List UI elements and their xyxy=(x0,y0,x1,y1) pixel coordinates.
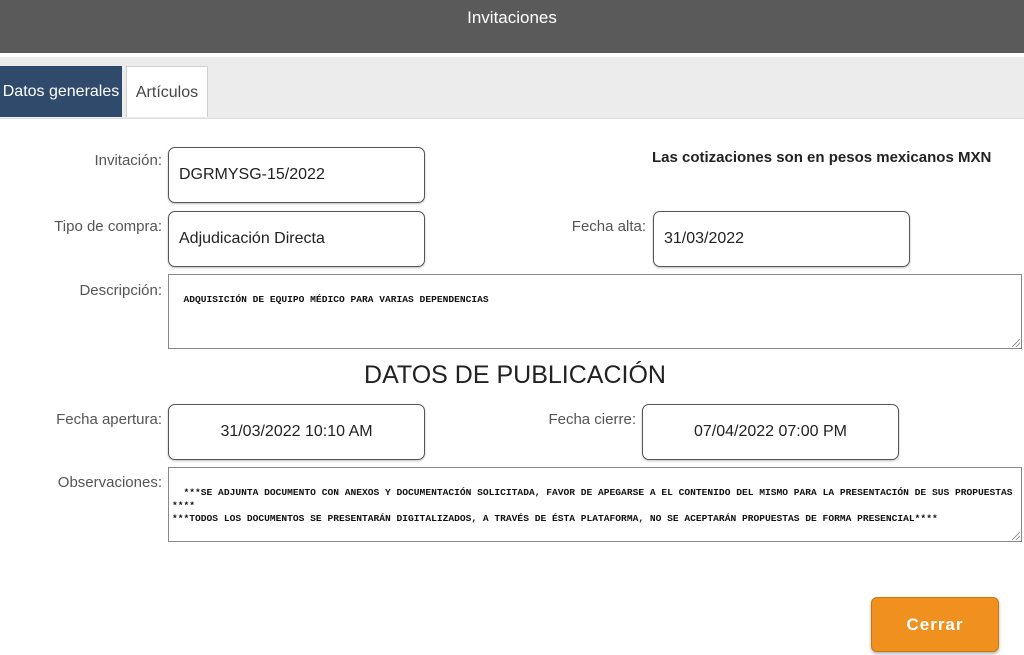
observaciones-textarea[interactable] xyxy=(168,467,1022,542)
tab-articulos[interactable]: Artículos xyxy=(126,66,208,117)
resize-grip-icon[interactable] xyxy=(1012,339,1020,347)
tipo-compra-field[interactable]: Adjudicación Directa xyxy=(168,211,425,267)
resize-grip-icon[interactable] xyxy=(1012,532,1020,540)
cerrar-button[interactable]: Cerrar xyxy=(871,597,999,652)
descripcion-label: Descripción: xyxy=(79,282,162,299)
fecha-apertura-field[interactable]: 31/03/2022 10:10 AM xyxy=(168,404,425,460)
currency-note: Las cotizaciones son en pesos mexicanos MXN xyxy=(652,149,992,166)
section-title: DATOS DE PUBLICACIÓN xyxy=(364,361,666,389)
fecha-alta-label: Fecha alta: xyxy=(571,218,646,235)
observaciones-text: ***SE ADJUNTA DOCUMENTO CON ANEXOS Y DOCUMENTACIÓN SOLICITADA, FAVOR DE APEGARSE A EL CONTENIDO DEL MISMO PARA LA PRESENTACIÓN DE SUS PROPUESTAS **** ***TODOS LOS DOCUMENTOS SE PRESENTARÁN DIGITALIZADOS, A TRAVÉS DE ÉSTA PLATAFORMA, NO SE ACEPTARÁN PROPUESTAS DE FORMA PRESENCIAL**** xyxy=(172,487,1013,524)
descripcion-textarea[interactable] xyxy=(168,274,1022,349)
fecha-apertura-label: Fecha apertura: xyxy=(56,411,162,428)
tab-bar xyxy=(0,57,1024,119)
tipo-compra-label: Tipo de compra: xyxy=(54,218,162,235)
invitacion-label: Invitación: xyxy=(94,152,162,169)
observaciones-label: Observaciones: xyxy=(57,474,162,491)
window-title: Invitaciones xyxy=(467,8,557,27)
fecha-cierre-label: Fecha cierre: xyxy=(548,411,636,428)
tab-datos-generales[interactable]: Datos generales xyxy=(0,66,122,117)
fecha-cierre-field[interactable]: 07/04/2022 07:00 PM xyxy=(642,404,899,460)
descripcion-text: ADQUISICIÓN DE EQUIPO MÉDICO PARA VARIAS DEPENDENCIAS xyxy=(183,294,489,305)
fecha-alta-field[interactable]: 31/03/2022 xyxy=(653,211,910,267)
invitacion-field[interactable]: DGRMYSG-15/2022 xyxy=(168,147,425,203)
window-title-bar xyxy=(0,0,1024,53)
